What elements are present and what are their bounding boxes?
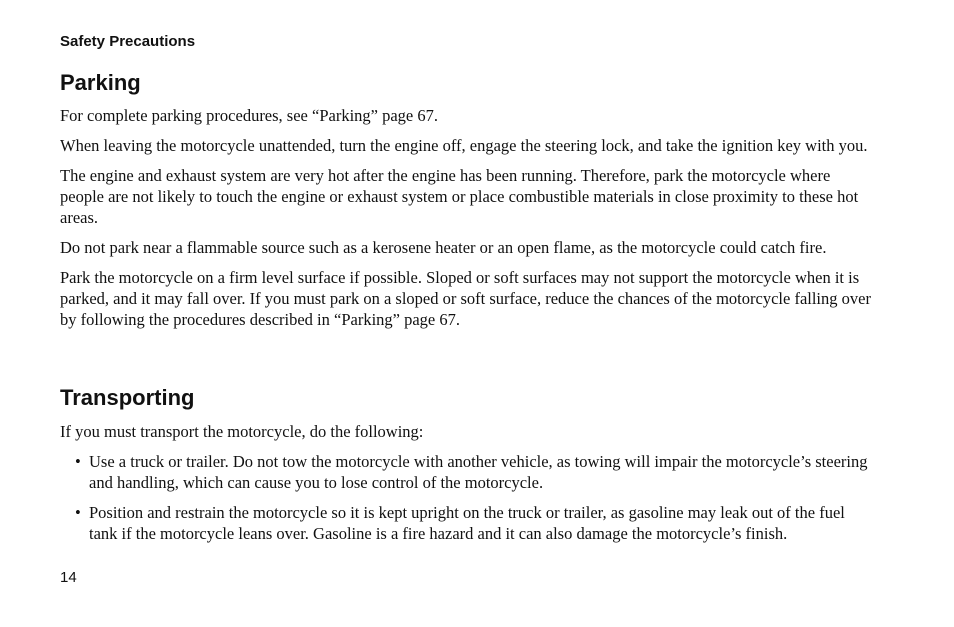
parking-paragraph: The engine and exhaust system are very hot after the engine has been running. Therefore, park the motorcycle where people are not likely to touch the engine or exhaust system or place combustible materials in close proximity to these hot areas. [60, 166, 859, 227]
bullet-icon: • [75, 503, 81, 522]
section-title-transporting: Transporting [60, 385, 195, 410]
parking-paragraph: When leaving the motorcycle unattended, turn the engine off, engage the steering lock, and take the ignition key with you. [60, 136, 868, 155]
bullet-text: Position and restrain the motorcycle so it is kept upright on the truck or trailer, as gasoline may leak out of the fuel tank if the motorcycle leans over. Gasoline is a fire hazard and it can also damage the motorcycle’s finish. [89, 503, 845, 543]
bullet-item [60, 451, 872, 493]
parking-paragraph: Park the motorcycle on a firm level surface if possible. Sloped or soft surfaces may not support the motorcycle when it is parked, and it may fall over. If you must park on a sloped or soft surface, reduce the chances of the motorcycle falling over by following the procedures described in “Parking” page 67. [60, 268, 871, 329]
bullet-item [60, 502, 872, 544]
section-title-parking: Parking [60, 70, 141, 95]
parking-paragraph: For complete parking procedures, see “Parking” page 67. [60, 106, 438, 125]
transporting-section-body [60, 421, 872, 553]
parking-section-body [60, 105, 872, 339]
transporting-intro: If you must transport the motorcycle, do the following: [60, 422, 424, 441]
bullet-icon: • [75, 452, 81, 471]
page-number: 14 [60, 569, 77, 586]
bullet-text: Use a truck or trailer. Do not tow the motorcycle with another vehicle, as towing will impair the motorcycle’s steering and handling, which can cause you to lose control of the motorcycle. [89, 452, 868, 492]
transporting-bullet-list [60, 451, 872, 544]
running-head: Safety Precautions [60, 33, 196, 50]
parking-paragraph: Do not park near a flammable source such as a kerosene heater or an open flame, as the motorcycle could catch fire. [60, 238, 827, 257]
